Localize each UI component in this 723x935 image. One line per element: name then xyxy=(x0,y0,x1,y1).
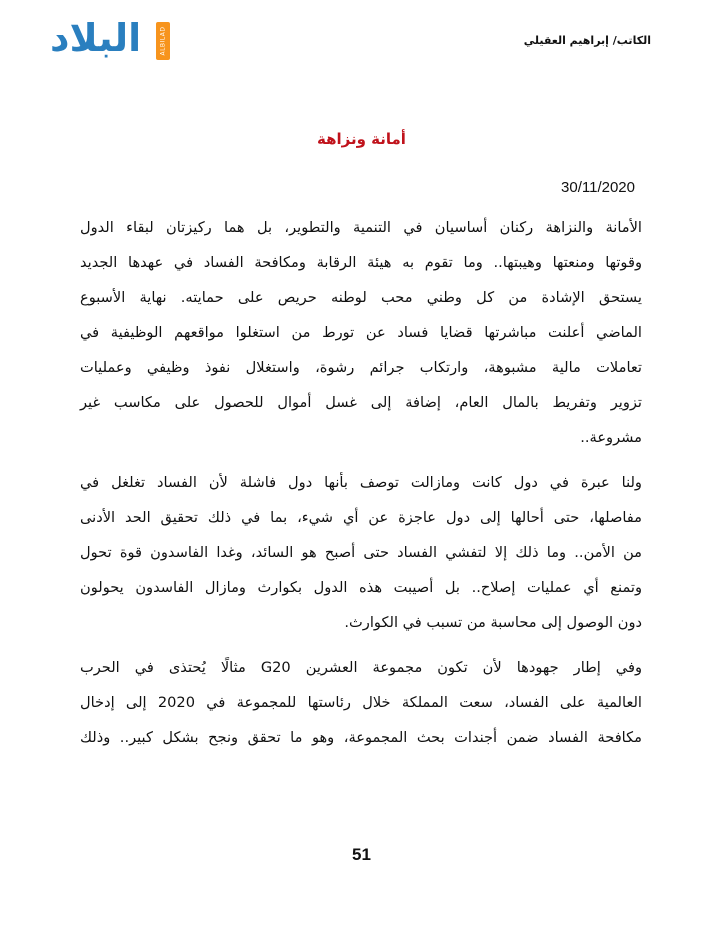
text-line: العالمية على الفساد، سعت المملكة خلال رئاستها للمجموعة في 2020 إلى إدخال xyxy=(80,694,642,711)
author-name: الكاتب/ إبراهيم العقيلي xyxy=(523,34,651,47)
text-line: من الأمن.. وما ذلك إلا لتفشي الفساد حتى أصبح هو السائد، وغدا الفاسدون قوة تحول xyxy=(80,544,642,561)
text-line: تعاملات مالية مشبوهة، وارتكاب جرائم رشوة، واستغلال نفوذ وظيفي وعمليات xyxy=(80,359,642,376)
text-line: وتمنع أي عمليات إصلاح.. بل أصيبت هذه الدول بكوارث ومازال الفاسدون يحولون xyxy=(80,579,642,596)
text-line: دون الوصول إلى محاسبة من تسبب في الكوارث. xyxy=(344,614,642,631)
text-line: تزوير وتفريط بالمال العام، إضافة إلى غسل أموال للحصول على مكاسب غير xyxy=(80,394,642,411)
article-body xyxy=(80,210,642,755)
text-line: وقوتها ومنعتها وهيبتها.. وما تقوم به هيئة الرقابة ومكافحة الفساد في عهدها الجديد xyxy=(80,254,642,271)
article-title: أمانة ونزاهة xyxy=(317,130,406,148)
text-line: الماضي أعلنت مباشرتها قضايا فساد عن تورط من استغلوا مواقعهم الوظيفية في xyxy=(80,324,642,341)
paragraph xyxy=(80,650,642,755)
logo-tag xyxy=(156,22,170,60)
text-line: ولنا عبرة في دول كانت ومازالت توصف بأنها دول فاشلة لأن الفساد تغلغل في xyxy=(80,474,642,491)
article-date: 30/11/2020 xyxy=(561,179,635,196)
paragraph xyxy=(80,210,642,455)
logo-tag-text: ALBILAD xyxy=(159,26,167,56)
text-line: مفاصلها، حتى أحالها إلى دول عاجزة عن أي شيء، بما في ذلك تحقيق الحد الأدنى xyxy=(80,509,642,526)
text-line: الأمانة والنزاهة ركنان أساسيان في التنمية والتطوير، بل هما ركيزتان لبقاء الدول xyxy=(80,219,642,236)
albilad-logo xyxy=(50,16,176,64)
paragraph xyxy=(80,465,642,640)
text-line: يستحق الإشادة من كل وطني محب لوطنه حريص على حمايته. نهاية الأسبوع xyxy=(80,289,642,306)
text-line: وفي إطار جهودها لأن تكون مجموعة العشرين G20 مثالًا يُحتذى في الحرب xyxy=(80,659,642,676)
logo-wordmark: البلاد xyxy=(50,16,142,60)
text-line: مكافحة الفساد ضمن أجندات بحث المجموعة، وهو ما تحقق ونجح بشكل كبير.. وذلك xyxy=(80,729,642,746)
page-number: 51 xyxy=(352,845,371,864)
text-line: مشروعة.. xyxy=(580,429,642,446)
